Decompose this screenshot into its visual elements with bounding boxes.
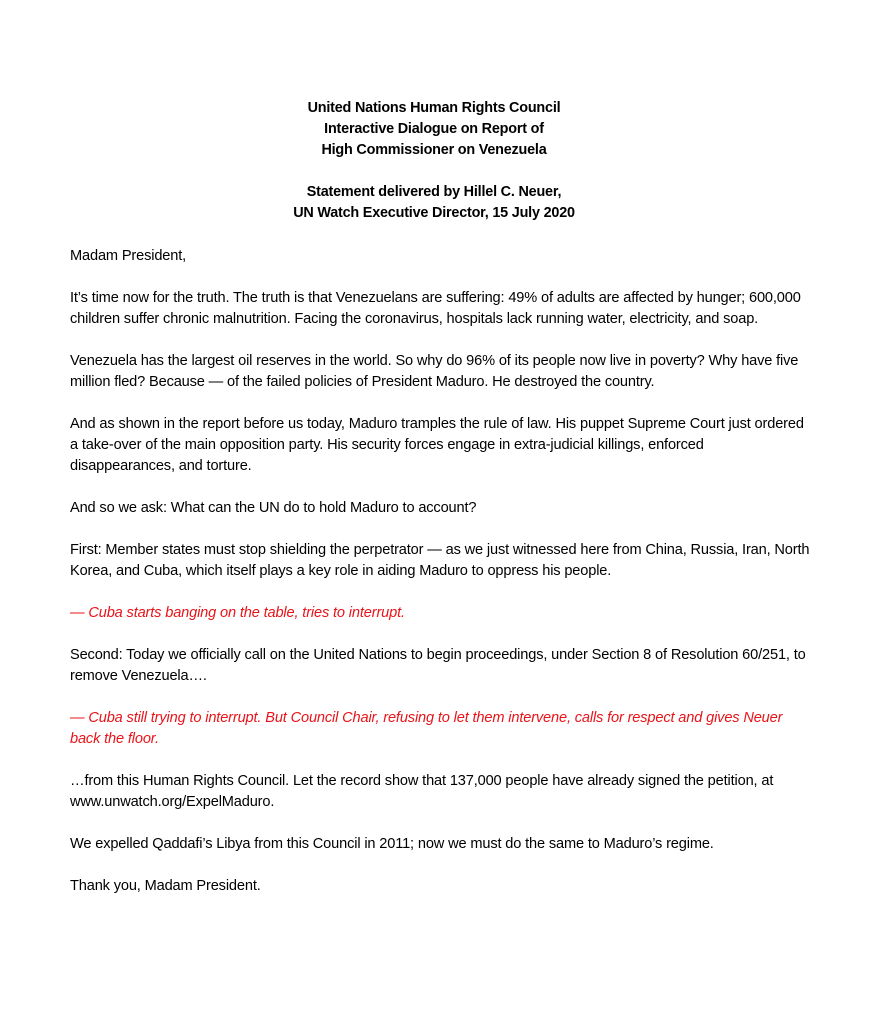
event-title-block <box>0 98 868 161</box>
paragraph-libya: We expelled Qaddafi’s Libya from this Council in 2011; now we must do the same to Maduro’s regime. <box>70 836 714 852</box>
statement-body <box>70 246 810 918</box>
closing: Thank you, Madam President. <box>70 878 261 894</box>
paragraph-question: And so we ask: What can the UN do to hold Maduro to account? <box>70 500 477 516</box>
paragraph-petition: …from this Human Rights Council. Let the record show that 137,000 people have already signed the petition, at www.unwatch.org/ExpelMaduro. <box>70 773 774 810</box>
paragraph-rule-of-law: And as shown in the report before us today, Maduro tramples the rule of law. His puppet Supreme Court just ordered a take-over of the main opposition party. His security forces engage in extra-judicial killings, enforced disappearances, and torture. <box>70 416 804 474</box>
paragraph-truth: It’s time now for the truth. The truth is that Venezuelans are suffering: 49% of adults are affected by hunger; 600,000 children suffer chronic malnutrition. Facing the coronavirus, hospitals lack running water, electricity, and soap. <box>70 290 801 327</box>
stage-direction-cuba-banging: — Cuba starts banging on the table, tries to interrupt. <box>70 605 405 621</box>
salutation: Madam President, <box>70 248 187 264</box>
header-dialogue-title: Interactive Dialogue on Report of <box>324 121 544 137</box>
speaker-block <box>0 182 868 224</box>
header-speaker: Statement delivered by Hillel C. Neuer, <box>306 184 562 200</box>
header-speaker-title-date: UN Watch Executive Director, 15 July 2020 <box>293 205 575 221</box>
header-council-name: United Nations Human Rights Council <box>307 100 561 116</box>
document-header <box>0 98 868 224</box>
header-report-subject: High Commissioner on Venezuela <box>321 142 547 158</box>
paragraph-oil-reserves: Venezuela has the largest oil reserves in the world. So why do 96% of its people now live in poverty? Why have five million fled? Because — of the failed policies of President Maduro. He destroyed the country. <box>70 353 799 390</box>
paragraph-second: Second: Today we officially call on the United Nations to begin proceedings, under Section 8 of Resolution 60/251, to remove Venezuela…. <box>70 647 806 684</box>
paragraph-first: First: Member states must stop shielding the perpetrator — as we just witnessed here from China, Russia, Iran, North Korea, and Cuba, which itself plays a key role in aiding Maduro to oppress his people. <box>70 542 810 579</box>
stage-direction-chair-response: — Cuba still trying to interrupt. But Council Chair, refusing to let them intervene, calls for respect and gives Neuer back the floor. <box>70 710 783 747</box>
